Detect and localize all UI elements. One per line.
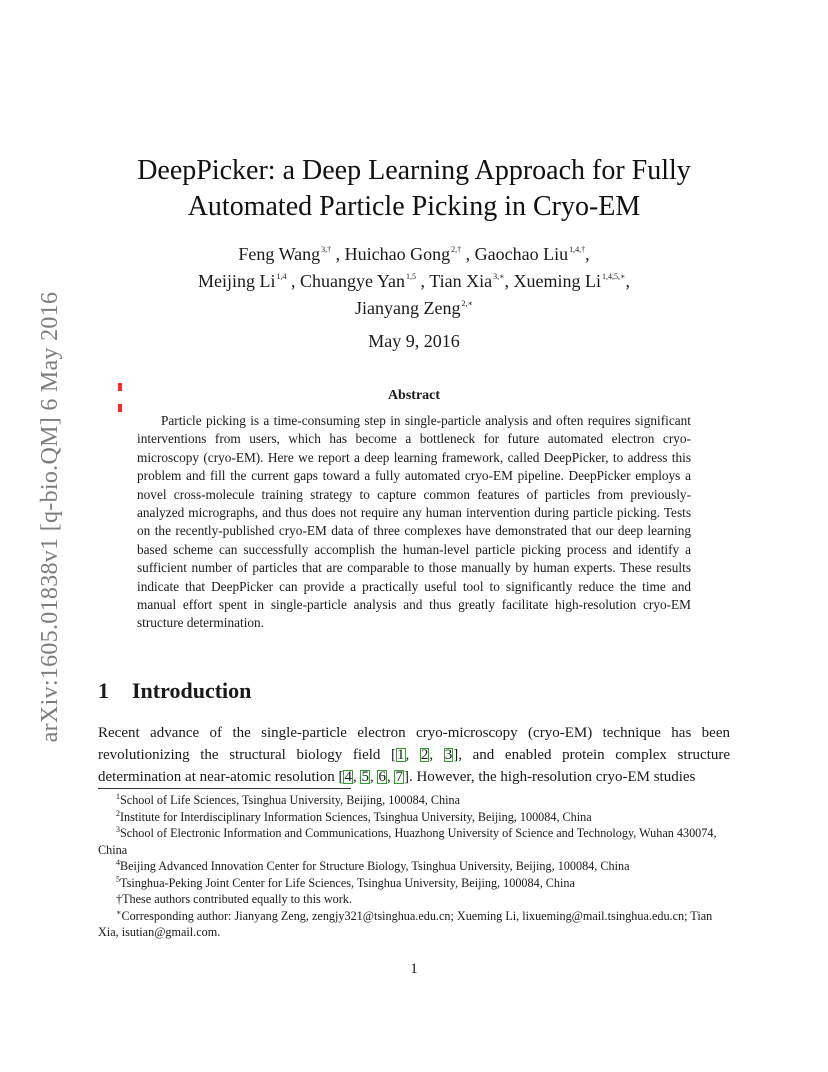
author-list (0, 241, 828, 322)
section-heading (98, 678, 251, 704)
footnote-mark: 4 (116, 858, 120, 867)
author-affiliation: 1,5 (406, 272, 417, 281)
footnote-text: School of Electronic Information and Communications, Huazhong University of Science and Technology, Wuhan 430074, China (98, 826, 717, 857)
intro-text: ]. However, the high-resolution cryo-EM studies (403, 769, 696, 785)
author-name: Meijing Li (198, 271, 276, 291)
author-name: Xueming Li (513, 271, 602, 291)
title-line-2: Automated Particle Picking in Cryo-EM (187, 191, 641, 222)
author-name: Tian Xia (429, 271, 493, 291)
footnote-mark: 2 (116, 808, 120, 818)
intro-text: Recent advance of the single-particle electron cryo-microscopy (cryo-EM) technique has been revolutionizing the structural biology field [ (98, 725, 730, 763)
footnote (98, 875, 730, 892)
author-line-1 (0, 241, 828, 268)
footnote-divider (98, 788, 351, 789)
author-affiliation: 1,4,5,∗ (602, 272, 626, 281)
footnote (98, 825, 730, 858)
footnote (98, 908, 730, 941)
author-affiliation: 3,† (321, 245, 332, 254)
footnote (98, 809, 730, 826)
author-separator: , (461, 244, 475, 264)
author-name: Jianyang Zeng (355, 298, 461, 318)
footnote (98, 891, 730, 908)
footnote-text: †These authors contributed equally to this work. (116, 892, 352, 906)
publication-date: May 9, 2016 (368, 331, 460, 351)
citation-link[interactable]: 4 (344, 769, 352, 785)
footnote (98, 792, 730, 809)
author-separator: , (416, 271, 430, 291)
author-separator: , (504, 271, 514, 291)
author-name: Chuangye Yan (300, 271, 406, 291)
author-separator: , (585, 244, 590, 264)
citation-link[interactable]: 3 (444, 747, 453, 763)
abstract-body: Particle picking is a time-consuming step in single-particle analysis and often requires significant interventions from users, which has become a bottleneck for future automated electron cryo-microscopy (cryo-EM). Here we report a deep learning framework, called DeepPicker, to address this problem and fill the current gaps toward a fully automated cryo-EM pipeline. DeepPicker employs a novel cross-molecule training strategy to capture common features of particles from previously-analyzed micrographs, and thus does not require any human intervention during particle picking. Tests on the recently-published cryo-EM data of three complexes have demonstrated that our deep learning based scheme can successfully accomplish the human-level particle picking process and identify a sufficient number of particles that are comparable to those manually by human experts. These results indicate that DeepPicker can provide a practically useful tool to significantly reduce the time and manual effort spent in single-particle analysis and thus greatly facilitate high-resolution cryo-EM structure determination. (137, 413, 691, 631)
citation-link[interactable]: 6 (378, 769, 386, 785)
author-separator: , (625, 271, 630, 291)
section-number: 1 (98, 678, 109, 703)
author-affiliation: 3,∗ (493, 272, 505, 281)
author-affiliation: 1,4,† (569, 245, 586, 254)
paper-title (0, 153, 828, 225)
footnote (98, 858, 730, 875)
footnote-text: Tsinghua-Peking Joint Center for Life Sciences, Tsinghua University, Beijing, 100084, China (120, 875, 575, 890)
page-number: 1 (410, 961, 418, 977)
author-line-2 (0, 268, 828, 295)
footnote-text: Institute for Interdisciplinary Information Sciences, Tsinghua University, Beijing, 100084, China (120, 809, 592, 824)
section-title: Introduction (132, 678, 252, 703)
citation-link[interactable]: 2 (420, 747, 429, 763)
introduction-paragraph: Recent advance of the single-particle electron cryo-microscopy (cryo-EM) technique has been revolutionizing the structural biology field [1, 2, 3], and enabled protein complex structure determination at near-atomic resolution [4, 5, 6, 7]. However, the high-resolution cryo-EM studies (98, 725, 731, 785)
citation-link[interactable]: 1 (397, 747, 405, 763)
citation-link[interactable]: 5 (361, 769, 369, 785)
footnote-text: Corresponding author: Jianyang Zeng, zengjy321@tsinghua.edu.cn; Xueming Li, lixueming@mail.tsinghua.edu.cn; Tian Xia, isutian@gmail.com. (98, 908, 713, 939)
author-name: Huichao Gong (344, 244, 451, 264)
arxiv-identifier: arXiv:1605.01838v1 [q-bio.QM] 6 May 2016 (37, 291, 63, 743)
footnotes (98, 792, 730, 941)
title-line-1: DeepPicker: a Deep Learning Approach for Fully (137, 155, 691, 186)
margin-mark (118, 404, 122, 412)
intro-text: ], and enabled protein complex structure determination at near-atomic resolution [ (98, 747, 731, 785)
author-separator: , (286, 271, 301, 291)
abstract-heading: Abstract (387, 388, 441, 403)
footnote-text: School of Life Sciences, Tsinghua University, Beijing, 100084, China (120, 793, 461, 807)
footnote-mark: ∗ (116, 907, 122, 917)
author-separator: , (331, 244, 345, 264)
footnote-mark: 3 (116, 825, 120, 834)
footnote-text: Beijing Advanced Innovation Center for Structure Biology, Tsinghua University, Beijing, 100084, China (120, 859, 630, 873)
author-name: Gaochao Liu (474, 244, 569, 264)
author-affiliation: 2,† (451, 245, 462, 254)
author-line-3 (0, 295, 828, 322)
author-affiliation: 1,4 (276, 272, 287, 281)
footnote-mark: 1 (116, 792, 120, 801)
citation-link[interactable]: 7 (395, 769, 403, 785)
author-affiliation: 2,∗ (461, 299, 473, 308)
footnote-mark: 5 (116, 874, 120, 884)
author-name: Feng Wang (238, 244, 321, 264)
